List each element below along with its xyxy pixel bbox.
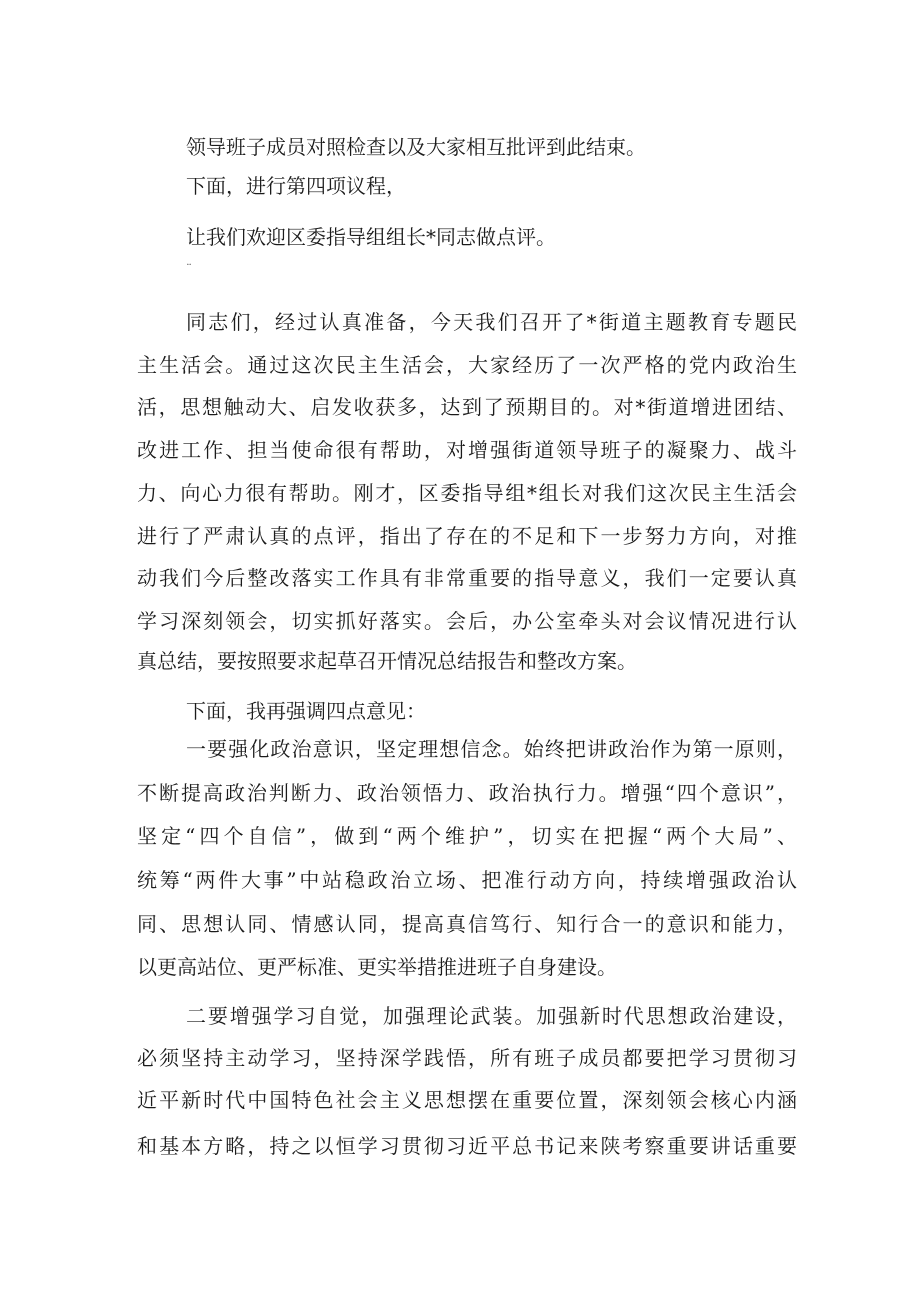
text-line: 一要强化政治意识，坚定理想信念。始终把讲政治作为第一原则， [186, 737, 797, 761]
text-line: 真总结，要按照要求起草召开情况总结报告和整改方案。 [137, 649, 637, 673]
text-line: 近平新时代中国特色社会主义思想摆在重要位置，深刻领会核心内涵 [137, 1088, 797, 1112]
text-line: 以更高站位、更严标准、更实举措推进班子自身建设。 [137, 955, 617, 979]
text-line: 同、思想认同、情感认同，提高真信笃行、知行合一的意识和能力， [137, 912, 797, 936]
text-line: 活，思想触动大、启发收获多，达到了预期目的。对*街道增进团结、 [137, 395, 797, 419]
text-line: 坚定“四个自信”，做到“两个维护”，切实在把握“两个大局”、 [137, 824, 797, 848]
text-line: 主生活会。通过这次民主生活会，大家经历了一次严格的党内政治生 [137, 353, 797, 377]
text-line: 下面，进行第四项议程， [186, 174, 406, 198]
text-line: 改进工作、担当使命很有帮助，对增强街道领导班子的凝聚力、战斗 [137, 438, 797, 462]
stray-mark: ¨ [186, 262, 192, 276]
text-line: 让我们欢迎区委指导组组长*同志做点评。 [186, 225, 556, 249]
text-line: 进行了严肃认真的点评，指出了存在的不足和下一步努力方向，对推 [137, 524, 797, 548]
text-line: 不断提高政治判断力、政治领悟力、政治执行力。增强“四个意识”， [137, 781, 797, 805]
text-line: 统筹“两件大事”中站稳政治立场、把准行动方向，持续增强政治认 [137, 868, 797, 892]
text-line: 必须坚持主动学习，坚持深学践悟，所有班子成员都要把学习贯彻习 [137, 1046, 797, 1070]
text-line: 和基本方略，持之以恒学习贯彻习近平总书记来陕考察重要讲话重要 [137, 1134, 797, 1158]
text-line: 动我们今后整改落实工作具有非常重要的指导意义，我们一定要认真 [137, 566, 797, 590]
text-line: 同志们，经过认真准备，今天我们召开了*街道主题教育专题民 [186, 310, 797, 334]
text-line: 领导班子成员对照检查以及大家相互批评到此结束。 [186, 135, 646, 159]
text-line: 学习深刻领会，切实抓好落实。会后，办公室牵头对会议情况进行认 [137, 609, 797, 633]
text-line: 二要增强学习自觉，加强理论武装。加强新时代思想政治建设， [186, 1004, 797, 1028]
text-line: 下面，我再强调四点意见： [186, 699, 426, 723]
text-line: 力、向心力很有帮助。刚才，区委指导组*组长对我们这次民主生活会 [137, 481, 797, 505]
